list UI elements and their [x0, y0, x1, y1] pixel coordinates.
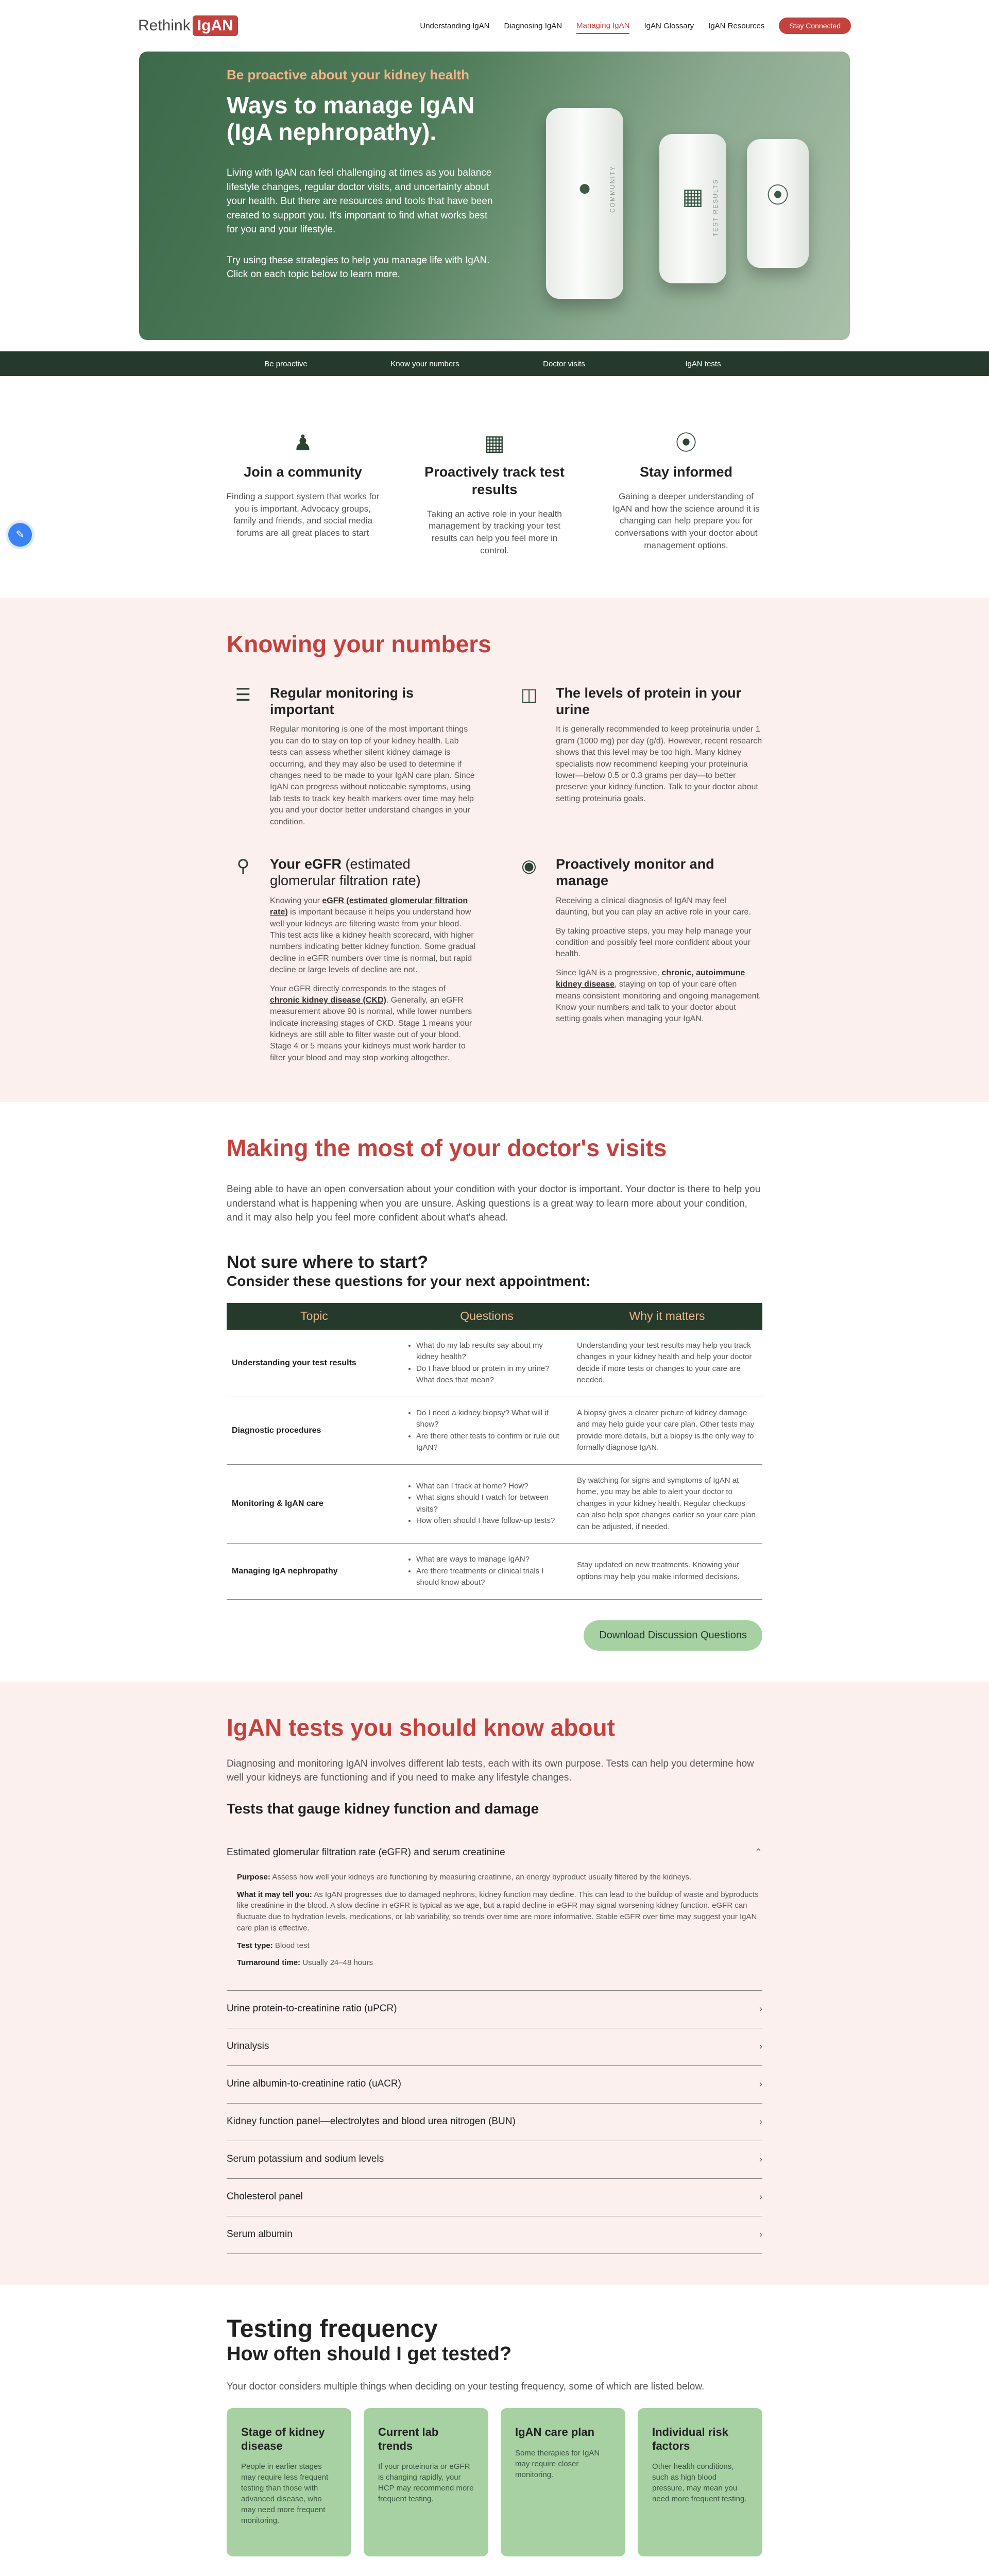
nav-diagnosing[interactable]: Diagnosing IgAN — [504, 21, 562, 30]
test-type — [237, 1940, 762, 1952]
hero-text — [227, 66, 494, 282]
question-item: • What signs should I watch for between visits? — [416, 1492, 567, 1515]
site-logo[interactable] — [138, 15, 238, 36]
subnav-be-proactive[interactable]: Be proactive — [264, 359, 308, 368]
why-cell: Understanding your test results may help you track changes in your kidney health and help your doctor decide if more tests or changes to your care are needed. — [572, 1330, 762, 1397]
proactive-item — [609, 428, 763, 557]
knowing-item-text: Regular monitoring is one of the most important things you can do to stay on top of your kidney health. Lab tests can assess whether silent kidney damage is occurring, and they may also be used to determine if changes need to be made to your IgAN care plan. Since IgAN can progress without noticeable symptoms, using lab tests to track key health markers over time may help you and your doctor better understand changes in your condition. — [270, 725, 475, 826]
be-proactive-section — [0, 376, 989, 598]
section-intro: Being able to have an open conversation about your condition with your doctor is important. Your doctor is there to help you understand what is happening when you are unsure. Asking questions is a great way to learn more about your condition, and it may also help you feel more confident about what's ahead. — [227, 1184, 761, 1224]
label: Purpose: — [237, 1872, 271, 1882]
device-informed — [747, 139, 809, 268]
table-row — [227, 1544, 762, 1600]
accordion-item — [227, 2141, 762, 2179]
accordion-title: Cholesterol panel — [227, 2191, 303, 2202]
frequency-card — [227, 2408, 351, 2556]
eye-icon: ◉ — [521, 856, 537, 876]
community-icon: ● — [577, 175, 592, 201]
card-title: IgAN care plan — [515, 2426, 595, 2439]
column-header: Why it matters — [572, 1303, 762, 1330]
knowing-item — [513, 685, 762, 835]
accordion-title: Estimated glomerular filtration rate (eGFR) and serum creatinine — [227, 1846, 505, 1858]
question-item: • What do my lab results say about my kidney health? — [416, 1340, 567, 1363]
chart-icon: ▦ — [484, 431, 505, 455]
nav-glossary[interactable]: IgAN Glossary — [644, 21, 694, 30]
card-text: Other health conditions, such as high blood pressure, may mean you need more frequent testing. — [652, 2462, 747, 2504]
accordion-body — [227, 1872, 762, 1990]
knowing-item — [513, 856, 762, 1071]
egfr-link[interactable]: eGFR (estimated glomerular filtration rate) — [270, 896, 468, 917]
section-subnav — [0, 351, 989, 376]
text-span: . Generally, an eGFR measurement above 90 is normal, while lower numbers indicate increasing stages of CKD. Stage 1 means your kidneys are still able to filter waste out of your blood. Stage 4 or 5 means your kidneys must work harder to filter your blood and may stop working altogether. — [270, 995, 472, 1062]
device-label-community: COMMUNITY — [609, 165, 616, 213]
subheading: Not sure where to start? — [227, 1252, 429, 1272]
accessibility-badge[interactable]: ✎ — [8, 523, 32, 547]
broadcast-icon: ⦿ — [675, 431, 697, 455]
magnifier-icon: ⚲ — [236, 856, 250, 876]
proactive-title: Stay informed — [639, 464, 733, 480]
question-item: • Are there treatments or clinical trials I should know about? — [416, 1566, 567, 1589]
logo-text: Rethink — [138, 17, 191, 34]
proactive-title: Join a community — [244, 464, 362, 480]
topic-cell: Managing IgA nephropathy — [227, 1544, 402, 1600]
text-span: Knowing your — [270, 896, 320, 905]
questions-table — [227, 1303, 762, 1600]
section-title: IgAN tests you should know about — [227, 1714, 615, 1741]
urine-cup-icon: ◫ — [520, 685, 538, 705]
hero-title: Ways to manage IgAN (IgA nephropathy). — [227, 92, 475, 145]
card-text: Some therapies for IgAN may require closer monitoring. — [515, 2448, 600, 2479]
section-title: Making the most of your doctor's visits — [227, 1134, 667, 1162]
section-title: Knowing your numbers — [227, 630, 491, 657]
test-purpose — [237, 1872, 762, 1883]
label: What it may tell you: — [237, 1890, 312, 1899]
topic-cell: Understanding your test results — [227, 1330, 402, 1397]
hero-body-2: Try using these strategies to help you manage life with IgAN. Click on each topic below to learn more. — [227, 255, 490, 280]
logo-box: IgAN — [193, 15, 238, 36]
value: As IgAN progresses due to damaged nephrons, kidney function may decline. This can lead to the buildup of waste and byproducts like creatinine in the blood. A slow decline in eGFR is typical as we age, but a rapid decline in eGFR may signal worsening kidney function. eGFR can fluctuate due to hydration levels, medications, or lab variability, so trends over time are more informative. Stable eGFR over time may suggest your IgAN care plan is effective. — [237, 1890, 759, 1933]
accordion-header[interactable] — [227, 2216, 762, 2253]
chevron-right-icon: › — [759, 2078, 762, 2089]
device-label-test-results: TEST RESULTS — [712, 179, 719, 237]
accordion-title: Serum albumin — [227, 2229, 293, 2240]
accordion-title: Urine protein-to-creatinine ratio (uPCR) — [227, 2003, 397, 2014]
text-span: is important because it helps you understand how well your kidneys are filtering waste from your blood. This test acts like a kidney health scorecard, with higher numbers indicating better kidney function. Some gradual decline in eGFR numbers over time is normal, but rapid decline or large levels of decline are not. — [270, 908, 476, 975]
chevron-right-icon: › — [759, 2003, 762, 2014]
accordion-title: Urine albumin-to-creatinine ratio (uACR) — [227, 2078, 401, 2090]
accordion-header[interactable] — [227, 2104, 762, 2141]
accordion-item — [227, 2179, 762, 2216]
questions-cell — [402, 1464, 572, 1544]
frequency-card — [364, 2408, 488, 2556]
chevron-right-icon: › — [759, 2041, 762, 2052]
questions-cell — [402, 1330, 572, 1397]
proactive-item — [417, 428, 572, 557]
nav-understanding[interactable]: Understanding IgAN — [420, 21, 490, 30]
subnav-doctor-visits[interactable]: Doctor visits — [543, 359, 585, 368]
knowing-item-text: Receiving a clinical diagnosis of IgAN may feel daunting, but you can play an active role in your care. — [556, 896, 751, 917]
doctor-visits-section — [0, 1102, 989, 1681]
accordion-item-open — [227, 1835, 762, 1991]
accordion-item — [227, 2066, 762, 2104]
subheading-2: Consider these questions for your next appointment: — [227, 1273, 591, 1289]
why-cell: A biopsy gives a clearer picture of kidney damage and may help guide your care plan. Other tests may provide more details, but a biopsy is the only way to formally diagnose IgAN. — [572, 1397, 762, 1464]
card-title: Stage of kidney disease — [241, 2426, 325, 2452]
accordion-header[interactable] — [227, 2066, 762, 2103]
broadcast-icon: ⦿ — [766, 183, 789, 208]
subnav-igan-tests[interactable]: IgAN tests — [685, 359, 721, 368]
test-time — [237, 1957, 762, 1969]
accordion-item — [227, 2216, 762, 2254]
value: Assess how well your kidneys are functioning by measuring creatinine, an energy byproduct usually filtered by the kidneys. — [272, 1872, 692, 1882]
column-header: Questions — [402, 1303, 572, 1330]
chevron-right-icon: › — [759, 2191, 762, 2202]
why-cell: Stay updated on new treatments. Knowing your options may help you make informed decisions. — [572, 1544, 762, 1600]
knowing-item-text — [270, 895, 476, 976]
accordion-item — [227, 1991, 762, 2028]
nav-managing[interactable]: Managing IgAN — [576, 18, 629, 34]
question-item: • Are there other tests to confirm or rule out IgAN? — [416, 1431, 567, 1454]
knowing-item — [227, 856, 476, 1071]
question-item: • What can I track at home? How? — [416, 1481, 567, 1493]
table-row — [227, 1464, 762, 1544]
card-title: Individual risk factors — [652, 2426, 728, 2452]
section-title: Testing frequency — [227, 2315, 438, 2343]
knowing-item-text — [270, 984, 476, 1064]
topic-cell: Monitoring & IgAN care — [227, 1464, 402, 1544]
egfr-title-light: (estimated glomerular filtration rate) — [270, 856, 421, 889]
hero-banner — [139, 52, 850, 340]
download-questions-button[interactable]: Download Discussion Questions — [584, 1620, 762, 1651]
device-community — [546, 108, 623, 299]
stay-connected-button[interactable]: Stay Connected — [779, 18, 851, 34]
proactive-text: Gaining a deeper understanding of IgAN and how the science around it is changing can help prepare you for conversations with your doctor about management options. — [612, 491, 760, 550]
proactive-title: Proactively track test results — [424, 464, 565, 497]
proactive-item — [226, 428, 380, 557]
chevron-up-icon: ⌃ — [754, 1847, 762, 1858]
card-text: If your proteinuria or eGFR is changing rapidly, your HCP may recommend more frequent testing. — [378, 2462, 474, 2504]
label: Turnaround time: — [237, 1958, 301, 1968]
site-header — [0, 0, 989, 52]
test-tell — [237, 1889, 762, 1934]
accordion-item — [227, 2028, 762, 2066]
knowing-item-title — [270, 856, 476, 889]
subheading: How often should I get tested? — [227, 2343, 512, 2365]
hero-body: Living with IgAN can feel challenging at times as you balance lifestyle changes, regular doctor visits, and uncertainty about your health. But there are resources and tools that have been created to support you. It's important to find what works best for you and your lifestyle. — [227, 167, 493, 235]
autoimmune-link[interactable]: chronic, autoimmune kidney disease — [556, 968, 745, 989]
accordion-title: Kidney function panel—electrolytes and blood urea nitrogen (BUN) — [227, 2116, 516, 2127]
accordion-item — [227, 2104, 762, 2141]
chevron-right-icon: › — [759, 2154, 762, 2164]
accordion-header[interactable] — [227, 2141, 762, 2178]
card-text: People in earlier stages may require less frequent testing than those with advanced disease, who may need more frequent monitoring. — [241, 2462, 329, 2526]
accordion-title: Urinalysis — [227, 2041, 269, 2052]
questions-cell — [402, 1397, 572, 1464]
table-row — [227, 1397, 762, 1464]
frequency-cards — [227, 2408, 762, 2556]
subnav-know-numbers[interactable]: Know your numbers — [390, 359, 459, 368]
testing-frequency-section — [0, 2285, 989, 2576]
frequency-card — [638, 2408, 762, 2556]
text-span: , staying on top of your care often means consistent monitoring and ongoing management. Know your numbers and talk to your doctor about setting goals when managing your IgAN. — [556, 980, 761, 1024]
subheading: Tests that gauge kidney function and damage — [227, 1800, 539, 1817]
knowing-numbers-section — [0, 598, 989, 1103]
card-title: Current lab trends — [378, 2426, 439, 2452]
proactive-text: Taking an active role in your health management by tracking your test results can help you feel more in control. — [427, 509, 562, 555]
table-row — [227, 1330, 762, 1397]
hero-eyebrow: Be proactive about your kidney health — [227, 67, 469, 82]
section-intro: Your doctor considers multiple things when deciding on your testing frequency, some of which are listed below. — [227, 2381, 705, 2392]
knowing-item-title: Regular monitoring is important — [270, 685, 414, 718]
section-intro: Diagnosing and monitoring IgAN involves different lab tests, each with its own purpose. Tests can help you determine how well your kidneys are functioning and if you need to make any lifestyle changes. — [227, 1758, 754, 1784]
accordion-header[interactable] — [227, 2179, 762, 2216]
device-test-results — [659, 134, 726, 283]
accordion-header[interactable] — [227, 2028, 762, 2065]
value: Usually 24–48 hours — [302, 1958, 373, 1968]
question-item: • Do I need a kidney biopsy? What will it show? — [416, 1408, 567, 1431]
nav-resources[interactable]: IgAN Resources — [708, 21, 765, 30]
value: Blood test — [275, 1941, 310, 1950]
frequency-card — [501, 2408, 625, 2556]
clipboard-icon: ☰ — [235, 685, 251, 705]
accordion-title: Serum potassium and sodium levels — [227, 2154, 384, 2165]
knowing-item — [227, 685, 476, 835]
knowing-item-text: By taking proactive steps, you may help manage your condition and possibly feel more confident about your health. — [556, 926, 752, 959]
accordion-header[interactable] — [227, 1991, 762, 2028]
egfr-title: Your eGFR — [270, 856, 342, 872]
column-header: Topic — [227, 1303, 402, 1330]
knowing-item-title: The levels of protein in your urine — [556, 685, 742, 718]
text-span: Your eGFR directly corresponds to the stages of — [270, 984, 446, 993]
label: Test type: — [237, 1941, 273, 1950]
chevron-right-icon: › — [759, 2229, 762, 2240]
main-nav — [420, 18, 851, 34]
text-span: Since IgAN is a progressive, — [556, 968, 659, 977]
knowing-item-title: Proactively monitor and manage — [556, 856, 714, 889]
question-item: • How often should I have follow-up tests? — [416, 1515, 567, 1527]
why-cell: By watching for signs and symptoms of IgAN at home, you may be able to alert your doctor to changes in your kidney health. Regular checkups can also help spot changes earlier so your care plan can be adjusted, if needed. — [572, 1464, 762, 1544]
igan-tests-section — [0, 1682, 989, 2285]
chevron-right-icon: › — [759, 2116, 762, 2127]
knowing-item-text: It is generally recommended to keep proteinuria under 1 gram (1000 mg) per day (g/d). However, recent research shows that this level may be too high. Many kidney specialists now recommend keeping your proteinuria lower—below 0.5 or 0.3 grams per day—to better preserve your kidney function. Talk to your doctor about setting proteinuria goals. — [556, 725, 762, 803]
accordion-header[interactable] — [227, 1835, 762, 1872]
chart-icon: ▦ — [682, 184, 704, 210]
community-icon: ♟ — [293, 431, 313, 455]
question-item: • Do I have blood or protein in my urine? What does that mean? — [416, 1363, 567, 1386]
proactive-text: Finding a support system that works for you is important. Advocacy groups, family and friends, and social media forums are all great places to start — [226, 491, 380, 538]
knowing-item-text — [556, 968, 762, 1025]
topic-cell: Diagnostic procedures — [227, 1397, 402, 1464]
questions-cell — [402, 1544, 572, 1600]
question-item: • What are ways to manage IgAN? — [416, 1554, 567, 1566]
ckd-link[interactable]: chronic kidney disease (CKD) — [270, 995, 386, 1005]
